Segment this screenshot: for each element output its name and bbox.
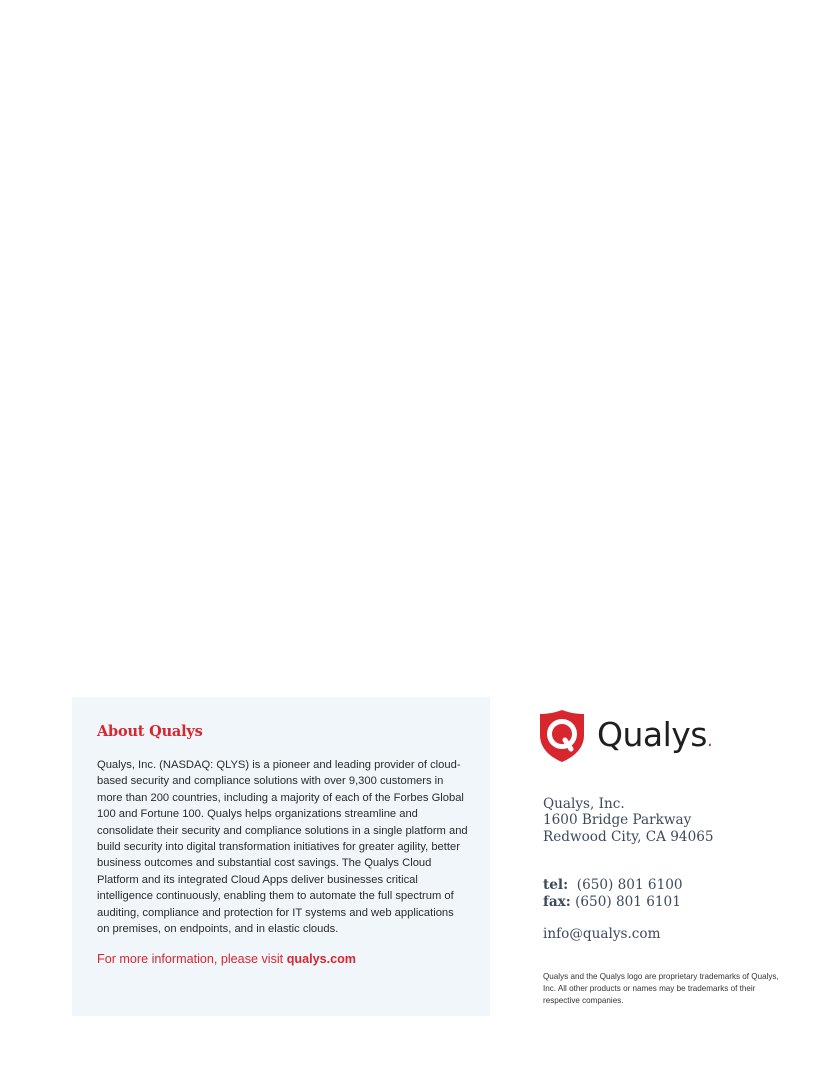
about-qualys-panel (72, 697, 490, 1016)
fax-value: (650) 801 6101 (575, 894, 681, 910)
about-title: About Qualys (97, 723, 203, 740)
qualys-shield-icon (538, 709, 586, 763)
tel-value[interactable]: (650) 801 6100 (576, 877, 683, 893)
more-info-prefix: For more information, please visit (97, 952, 287, 967)
qualys-website-link[interactable]: qualys.com (286, 952, 356, 967)
qualys-wordmark: Qualys. (597, 715, 713, 754)
qualys-logo (538, 709, 713, 765)
about-body: Qualys, Inc. (NASDAQ: QLYS) is a pioneer and leading provider of cloud-based security and compliance solutions with over 9,300 customers in more than 200 countries, including a majority of each of the Forbes Global 100 and Fortune 100. Qualys helps organizations streamline and consolidate their security and compliance solutions in a single platform and build security into digital transformation initiatives for greater agility, better business outcomes and substantial cost savings. The Qualys Cloud Platform and its integrated Cloud Apps deliver businesses critical intelligence continuously, enabling them to automate the full spectrum of auditing, compliance and protection for IT systems and web applications on premises, on endpoints, and in elastic clouds. (97, 759, 468, 936)
more-info-line (97, 952, 470, 966)
company-name: Qualys, Inc. (543, 796, 625, 812)
contact-email[interactable]: info@qualys.com (543, 926, 661, 942)
company-address (543, 796, 714, 845)
tel-row (543, 877, 683, 894)
trademark-notice: Qualys and the Qualys logo are proprietary trademarks of Qualys, Inc. All other products or names may be trademarks of their respective companies. (543, 972, 779, 1005)
city-line: Redwood City, CA 94065 (543, 828, 714, 845)
tel-label: tel: (543, 877, 569, 893)
contact-numbers (543, 877, 683, 911)
street-address: 1600 Bridge Parkway (543, 812, 692, 829)
fax-row (543, 894, 683, 911)
fax-label: fax: (543, 894, 571, 910)
